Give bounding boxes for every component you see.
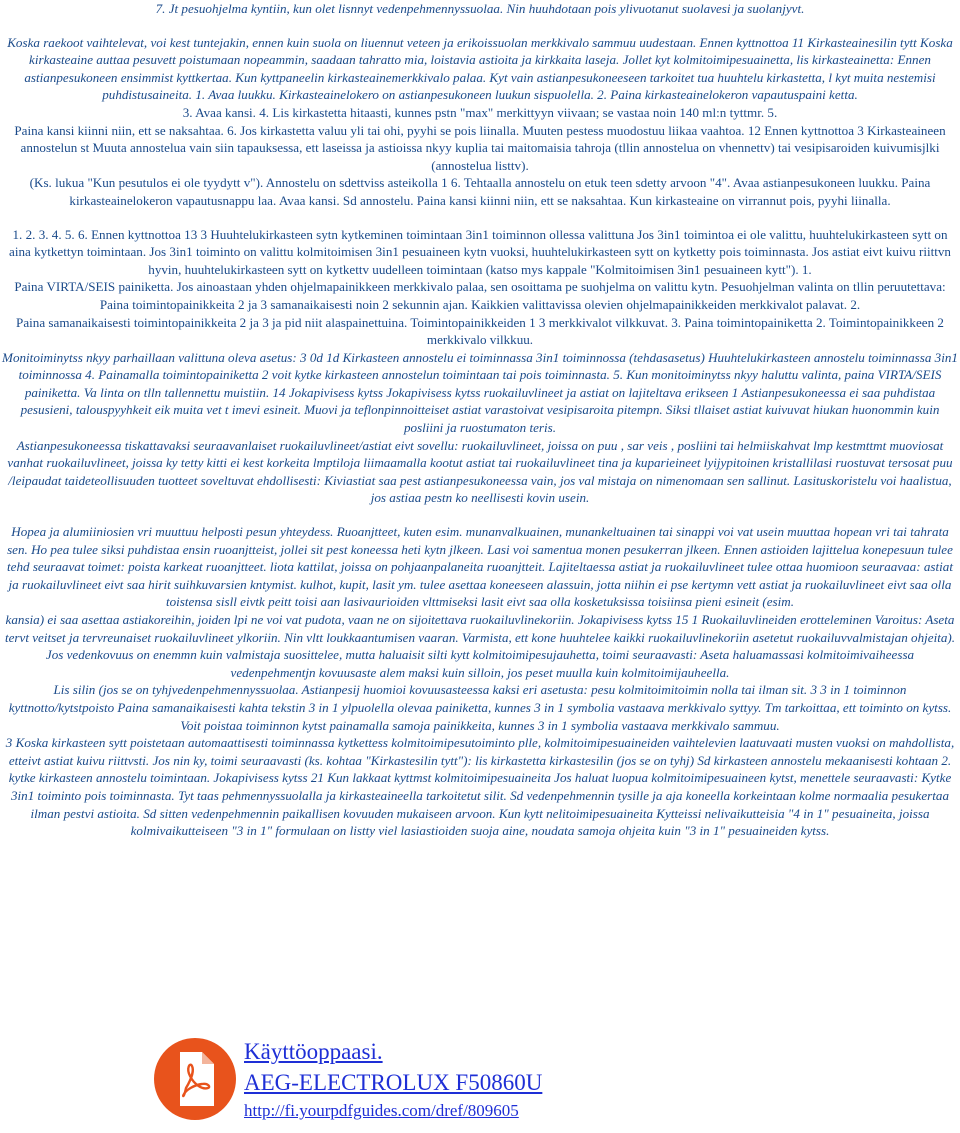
product-link[interactable]: AEG-ELECTROLUX F50860U: [244, 1070, 543, 1095]
manual-link[interactable]: Käyttöoppaasi.: [244, 1039, 383, 1064]
paragraph-11: Hopea ja alumiiniosien vri muuttuu helposti pesun yhteydess. Ruoanjtteet, kuten esim. munanvalkuainen, munankeltuainen tai sinappi voi vat usein muuttaa hopean vri tai tahrata sen. Ho pea tulee siksi puhdistaa ensin ruoanjtteist, jollei sit pest koneessa heti kytn jlkeen. Lasi voi samentua monen pesukerran jlkeen. Ennen astioiden lajittelua konepesuun tulee tehd seuraavat toimet: poista karkeat ruoanjtteet. liota kattilat, joissa on pohjaanpalaneita ruoanjtteit. Lajiteltaessa astiat ja ruokailuvlineet tulee ottaa huomioon seuraavaa: astiat ja ruokailuvlineet eivt saa hirit suihkuvarsien kntymist. kulhot, kupit, lasit ym. tulee asettaa koneeseen alassuin, jotta niihin ei pse kertymn vett astiat ja ruokailuvlineet eivt saa olla toistensa sisll eivtk peitt toisi aan lasivaurioiden vlttmiseksi lasit eivt saa olla kosketuksissa toisiinsa pieni esineit (esim.: [7, 524, 953, 610]
footer: [152, 1036, 712, 1126]
paragraph-4: Paina kansi kiinni niin, ett se naksahtaa. 6. Jos kirkastetta valuu yli tai ohi, pyyhi se pois liinalla. Muuten pestess muodostuu liikaa vaahtoa. 12 Ennen kyttnottoa 3 Kirkasteaineen annostelun st Muuta annostelua vain siin tapauksessa, ett laseissa ja astioissa nkyy kuplia tai maitomaisia tahroja (tllin annostelua on vhennettv) tai vesipisaroiden kuivumisjlki (annostelua listtv).: [14, 122, 946, 173]
url-link[interactable]: http://fi.yourpdfguides.com/dref/809605: [244, 1101, 519, 1120]
paragraph-gap: [0, 210, 960, 226]
paragraph-gap: [0, 507, 960, 523]
pdf-document-icon: [152, 1036, 238, 1122]
paragraph-9: Monitoiminytss nkyy parhaillaan valittuna oleva asetus: 3 0d 1d Kirkasteen annostelu ei toiminnassa 3in1 toiminnossa (tehdasasetus) Huuhtelukirkasteen annostelu toiminnassa 3in1 toiminnossa 4. Painamalla toimintopainiketta 2 voit kytke kirkasteen annostelun toimintaan tai pois toiminnasta. 5. Kun monitoiminytss nkyy haluttu valinta, paina VIRTA/SEIS painiketta. Va linta on tlln tallennettu muistiin. 14 Jokapivisess kytss Jokapivisess kytss ruokailuvlineet ja astiat on lajiteltava erikseen 1 Astianpesukoneessa ei saa puhdistaa pesusieni, talouspyyhkeit eik muita vet t imevi esineit. Muovi ja teflonpinnoitteiset astiat varastoivat vesipisaroita pitempn. Siksi tllaiset astiat kuivuvat hiukan huonommin kuin posliini ja ruostumaton teris.: [2, 349, 958, 436]
paragraph-5: (Ks. lukua "Kun pesutulos ei ole tyydytt v"). Annostelu on sdettviss asteikolla 1 6. Tehtaalla annostelu on etuk teen sdetty arvoon "4". Avaa astianpesukoneen luukku. Paina kirkasteainelokeron vapautusnappu laa. Avaa kansi. Sd annostelu. Paina kansi kiinni niin, ett se naksahtaa. Kun kirkasteaine on virrannut pois, pyyhi liinalla.: [29, 175, 931, 208]
paragraph-6: 1. 2. 3. 4. 5. 6. Ennen kyttnottoa 13 3 Huuhtelukirkasteen sytn kytkeminen toimintaan 3in1 toiminnon ollessa valittuna Jos 3in1 toimintoa ei ole valittu, huuhtelukirkasteen sytt on aina kytkettyn toimintaan. Jos 3in1 toiminto on valittu kolmitoimisen 3in1 pesuaineen kytn vuoksi, huuhtelukirkasteen sytt on kytketty pois toiminnasta. Jos astiat eivt kuivu riittvn hyvin, huuhtelukirkasteen sytt on kytkettv uudelleen toimintaan (katso mys kappale "Kolmitoimisen 3in1 pesuaineen kytt"). 1.: [9, 226, 951, 277]
paragraph-8: Paina samanaikaisesti toimintopainikkeita 2 ja 3 ja pid niit alaspainettuina. Toimintopainikkeiden 1 3 merkkivalot vilkkuvat. 3. Paina toimintopainiketta 2. Toimintopainikkeen 2 merkkivalo vilkkuu.: [16, 314, 944, 348]
paragraph-2: Koska raekoot vaihtelevat, voi kest tuntejakin, ennen kuin suola on liuennut veteen ja erikoissuolan merkkivalo sammuu uudestaan. Ennen kyttnottoa 11 Kirkasteainesilin tytt Koska kirkasteaine auttaa pesuvett poistumaan nopeammin, saadaan tahratto mia, loistavia astioita ja kirkkaita laseja. Jollet kyt kolmitoimipesuainetta, lis kirkasteainetta: Ennen astianpesukoneen ensimmist kyttkertaa. Kun kyttpaneelin kirkasteainemerkkivalo palaa. Kyt vain astianpesukoneeseen tarkoitet tua huuhtelu kirkastetta, l kyt muita nestemisi puhdistusaineita. 1. Avaa luukku. Kirkasteainelokero on astianpesukoneen luukun sispuolella. 2. Paina kirkasteainelokeron vapautuspaini ketta.: [7, 34, 953, 103]
paragraph-10: Astianpesukoneessa tiskattavaksi seuraavanlaiset ruokailuvlineet/astiat eivt sovellu: ruokailuvlineet, joissa on puu , sar veis , posliini tai helmiiskahvat lmp kestmttmt muoviosat vanhat ruokailuvlineet, joissa ky tetty kitti ei kest korkeita lmptiloja liimaamalla kootut astiat tai ruokailuvlineet tina ja kuparieineet lyijypitoinen kristallilasi ruostuvat tersosat puu /leipaudat taideteollisuuden tuotteet soveltuvat ehdollisesti: Kiviastiat saa pest astianpesukoneessa vain, jos val mistaja on nimenomaan sen sallinut. Lasituskoristelu voi haalistua, jos astiaa pestn ko neellisesti kovin usein.: [7, 437, 953, 506]
paragraph-gap: [0, 18, 960, 34]
paragraph-7: Paina VIRTA/SEIS painiketta. Jos ainoastaan yhden ohjelmapainikkeen merkkivalo palaa, sen osoittama pe suohjelma on valittu kytn. Pesuohjelman valinta on tllin peruutettava: Paina toimintopainikkeita 2 ja 3 samanaikaisesti noin 2 sekunnin ajan. Kaikkien valittavissa olevien ohjelmapainikkeiden merkkivalot palavat. 2.: [14, 279, 946, 312]
paragraph-12: kansia) ei saa asettaa astiakoreihin, joiden lpi ne voi vat pudota, vaan ne on sijoitettava ruokailuvlinekoriin. Jokapivisess kytss 15 1 Ruokailuvlineiden erotteleminen Varoitus: Aseta tervt veitset ja tervreunaiset ruokailuvlineet ylkoriin. Nin vltt loukkaantumisen vaaran. Varmista, ett kone huuhtelee kaikki ruokailuvlinekoriin asetetut ruokailuvvalmistajan ohjeita). Jos vedenkovuus on enemmn kuin valmistaja suosittelee, mutta haluaisit silti kytt kolmitoimipesujauhetta, toimi seuraavasti: Aseta haluamassasi kolmitoimivaiheessa vedenpehmentjn kovuusaste alem maksi kuin silloin, jos peset muulla kuin kolmitoimijauheella.: [4, 612, 956, 680]
paragraph-14: 3 Koska kirkasteen sytt poistetaan automaattisesti toiminnassa kytkettess kolmitoimipesutoiminto plle, kolmitoimipesuaineiden vaihtelevien laatuvaati musten vuoksi on mahdollista, etteivt astiat kuivu riittvsti. Jos nin ky, toimi seuraavasti (ks. kohtaa "Kirkastesilin tytt"): lis kirkastetta kirkastesilin (jos se on tyhj) Sd kirkasteen annostelu mekaanisesti kohtaan 2. kytke kirkasteen annostelu toimintaan. Jokapivisess kytss 21 Kun lakkaat kyttmst kolmitoimipesuaineita Jos haluat luopua kolmitoimipesuaineen kytst, menettele seuraavasti: Kytke 3in1 toiminto pois toiminnasta. Tyt taas pehmennyssuolalla ja kirkasteaineella tarkoitetut silit. Sd vedenpehmennin tysille ja aja koneella korkeintaan kolme normaalia pesukertaa ilman pestvi astioita. Sd sitten vedenpehmennin paikallisen kovuuden mukaiseen arvoon. Kun kytt nelitoimipesuaineita Kytteissi nelivaikutteisia "4 in 1" pesuaineita, joissa kolmivaikutteiseen "3 in 1" formulaan on listty viel lasiastioiden suoja aine, noudata samoja ohjeita kuin "3 in 1" pesuaineiden kytss.: [5, 735, 955, 839]
paragraph-1: 7. Jt pesuohjelma kyntiin, kun olet lisnnyt vedenpehmennyssuolaa. Nin huuhdotaan pois ylivuotanut suolavesi ja suolanjyvt.: [155, 1, 805, 16]
footer-links: [244, 1036, 542, 1123]
paragraph-3: 3. Avaa kansi. 4. Lis kirkastetta hitaasti, kunnes pstn "max" merkittyyn viivaan; se vastaa noin 140 ml:n tyttmr. 5.: [182, 104, 778, 120]
paragraph-13: Lis silin (jos se on tyhjvedenpehmennyssuolaa. Astianpesij huomioi kovuusasteessa kaksi eri asetusta: pesu kolmitoimitoimin nolla tai ilman sit. 3 3 in 1 toiminnon kyttnotto/kytstpoisto Paina samanaikaisesti kahta tekstin 3 in 1 ylpuolella olevaa painiketta, kunnes 3 in 1 symbolia vastaava merkkivalo syttyy. Tm tarkoittaa, ett toiminto on kytss. Voit poistaa toiminnon kytst painamalla samoja painikkeita, kunnes 3 in 1 symbolia vastaava merkkivalo sammuu.: [8, 682, 952, 733]
